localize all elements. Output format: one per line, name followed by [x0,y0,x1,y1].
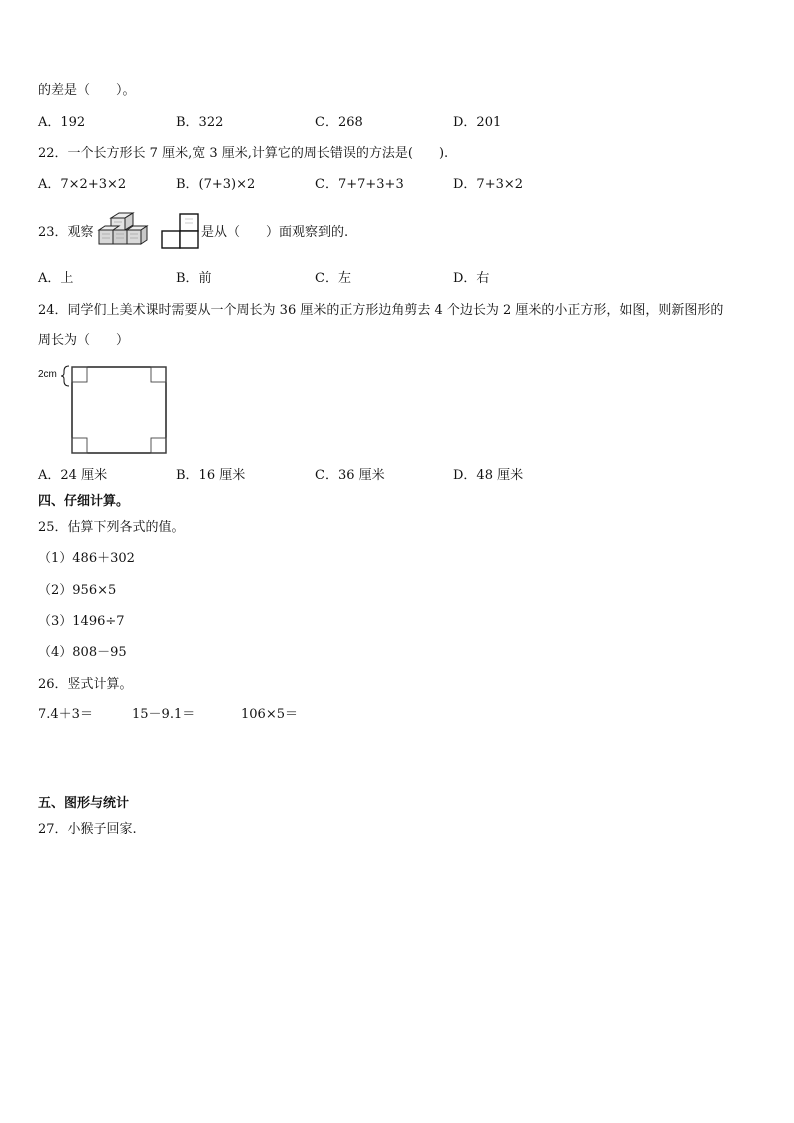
q22-option-b: B．(7+3)×2 [176,177,256,192]
q25-item-2: （2）956×5 [38,583,117,598]
view-figure [160,212,200,250]
q23-stem-prefix: 23．观察 [38,225,94,240]
q21-option-c: C．268 [315,115,363,130]
q23-option-d: D．右 [453,271,490,286]
q24-figure-label: 2cm [38,369,57,380]
q23-option-a: A．上 [38,271,74,286]
section5-title: 五、图形与统计 [38,796,130,811]
q27-stem: 27．小猴子回家. [38,822,137,837]
q25-stem: 25．估算下列各式的值。 [38,520,185,535]
cube-stack-figure [97,212,149,250]
q25-item-3: （3）1496÷7 [38,614,125,629]
q23-option-c: C．左 [315,271,351,286]
q22-option-a: A．7×2+3×2 [38,177,127,192]
q21-option-b: B．322 [176,115,224,130]
q24-stem-line2: 周长为（ ） [38,333,130,348]
q24-option-a: A．24 厘米 [38,468,108,483]
q24-option-c: C．36 厘米 [315,468,385,483]
square-cut-corners-figure [60,362,170,458]
q26-expr-1: 7.4＋3＝ [38,707,93,722]
q24-option-d: D．48 厘米 [453,468,524,483]
q23-stem-suffix: 是从（ ）面观察到的. [201,225,349,240]
q26-expr-3: 106×5＝ [241,707,298,722]
q21-option-d: D．201 [453,115,502,130]
section4-title: 四、仔细计算。 [38,494,130,509]
q26-stem: 26．竖式计算。 [38,677,133,692]
q24-option-b: B．16 厘米 [176,468,246,483]
q21-option-a: A．192 [38,115,86,130]
q25-item-1: （1）486＋302 [38,551,135,566]
q26-expr-2: 15－9.1＝ [132,707,196,722]
q23-option-b: B．前 [176,271,212,286]
q25-item-4: （4）808－95 [38,645,127,660]
q22-option-d: D．7+3×2 [453,177,524,192]
q21-stem-tail: 的差是（ ）。 [38,83,136,98]
q22-stem: 22．一个长方形长 7 厘米,宽 3 厘米,计算它的周长错误的方法是( ). [38,146,449,161]
q24-stem-line1: 24．同学们上美术课时需要从一个周长为 36 厘米的正方形边角剪去 4 个边长为 2 厘米的小正方形，如图，则新图形的 [38,303,724,318]
q22-option-c: C．7+7+3+3 [315,177,404,192]
